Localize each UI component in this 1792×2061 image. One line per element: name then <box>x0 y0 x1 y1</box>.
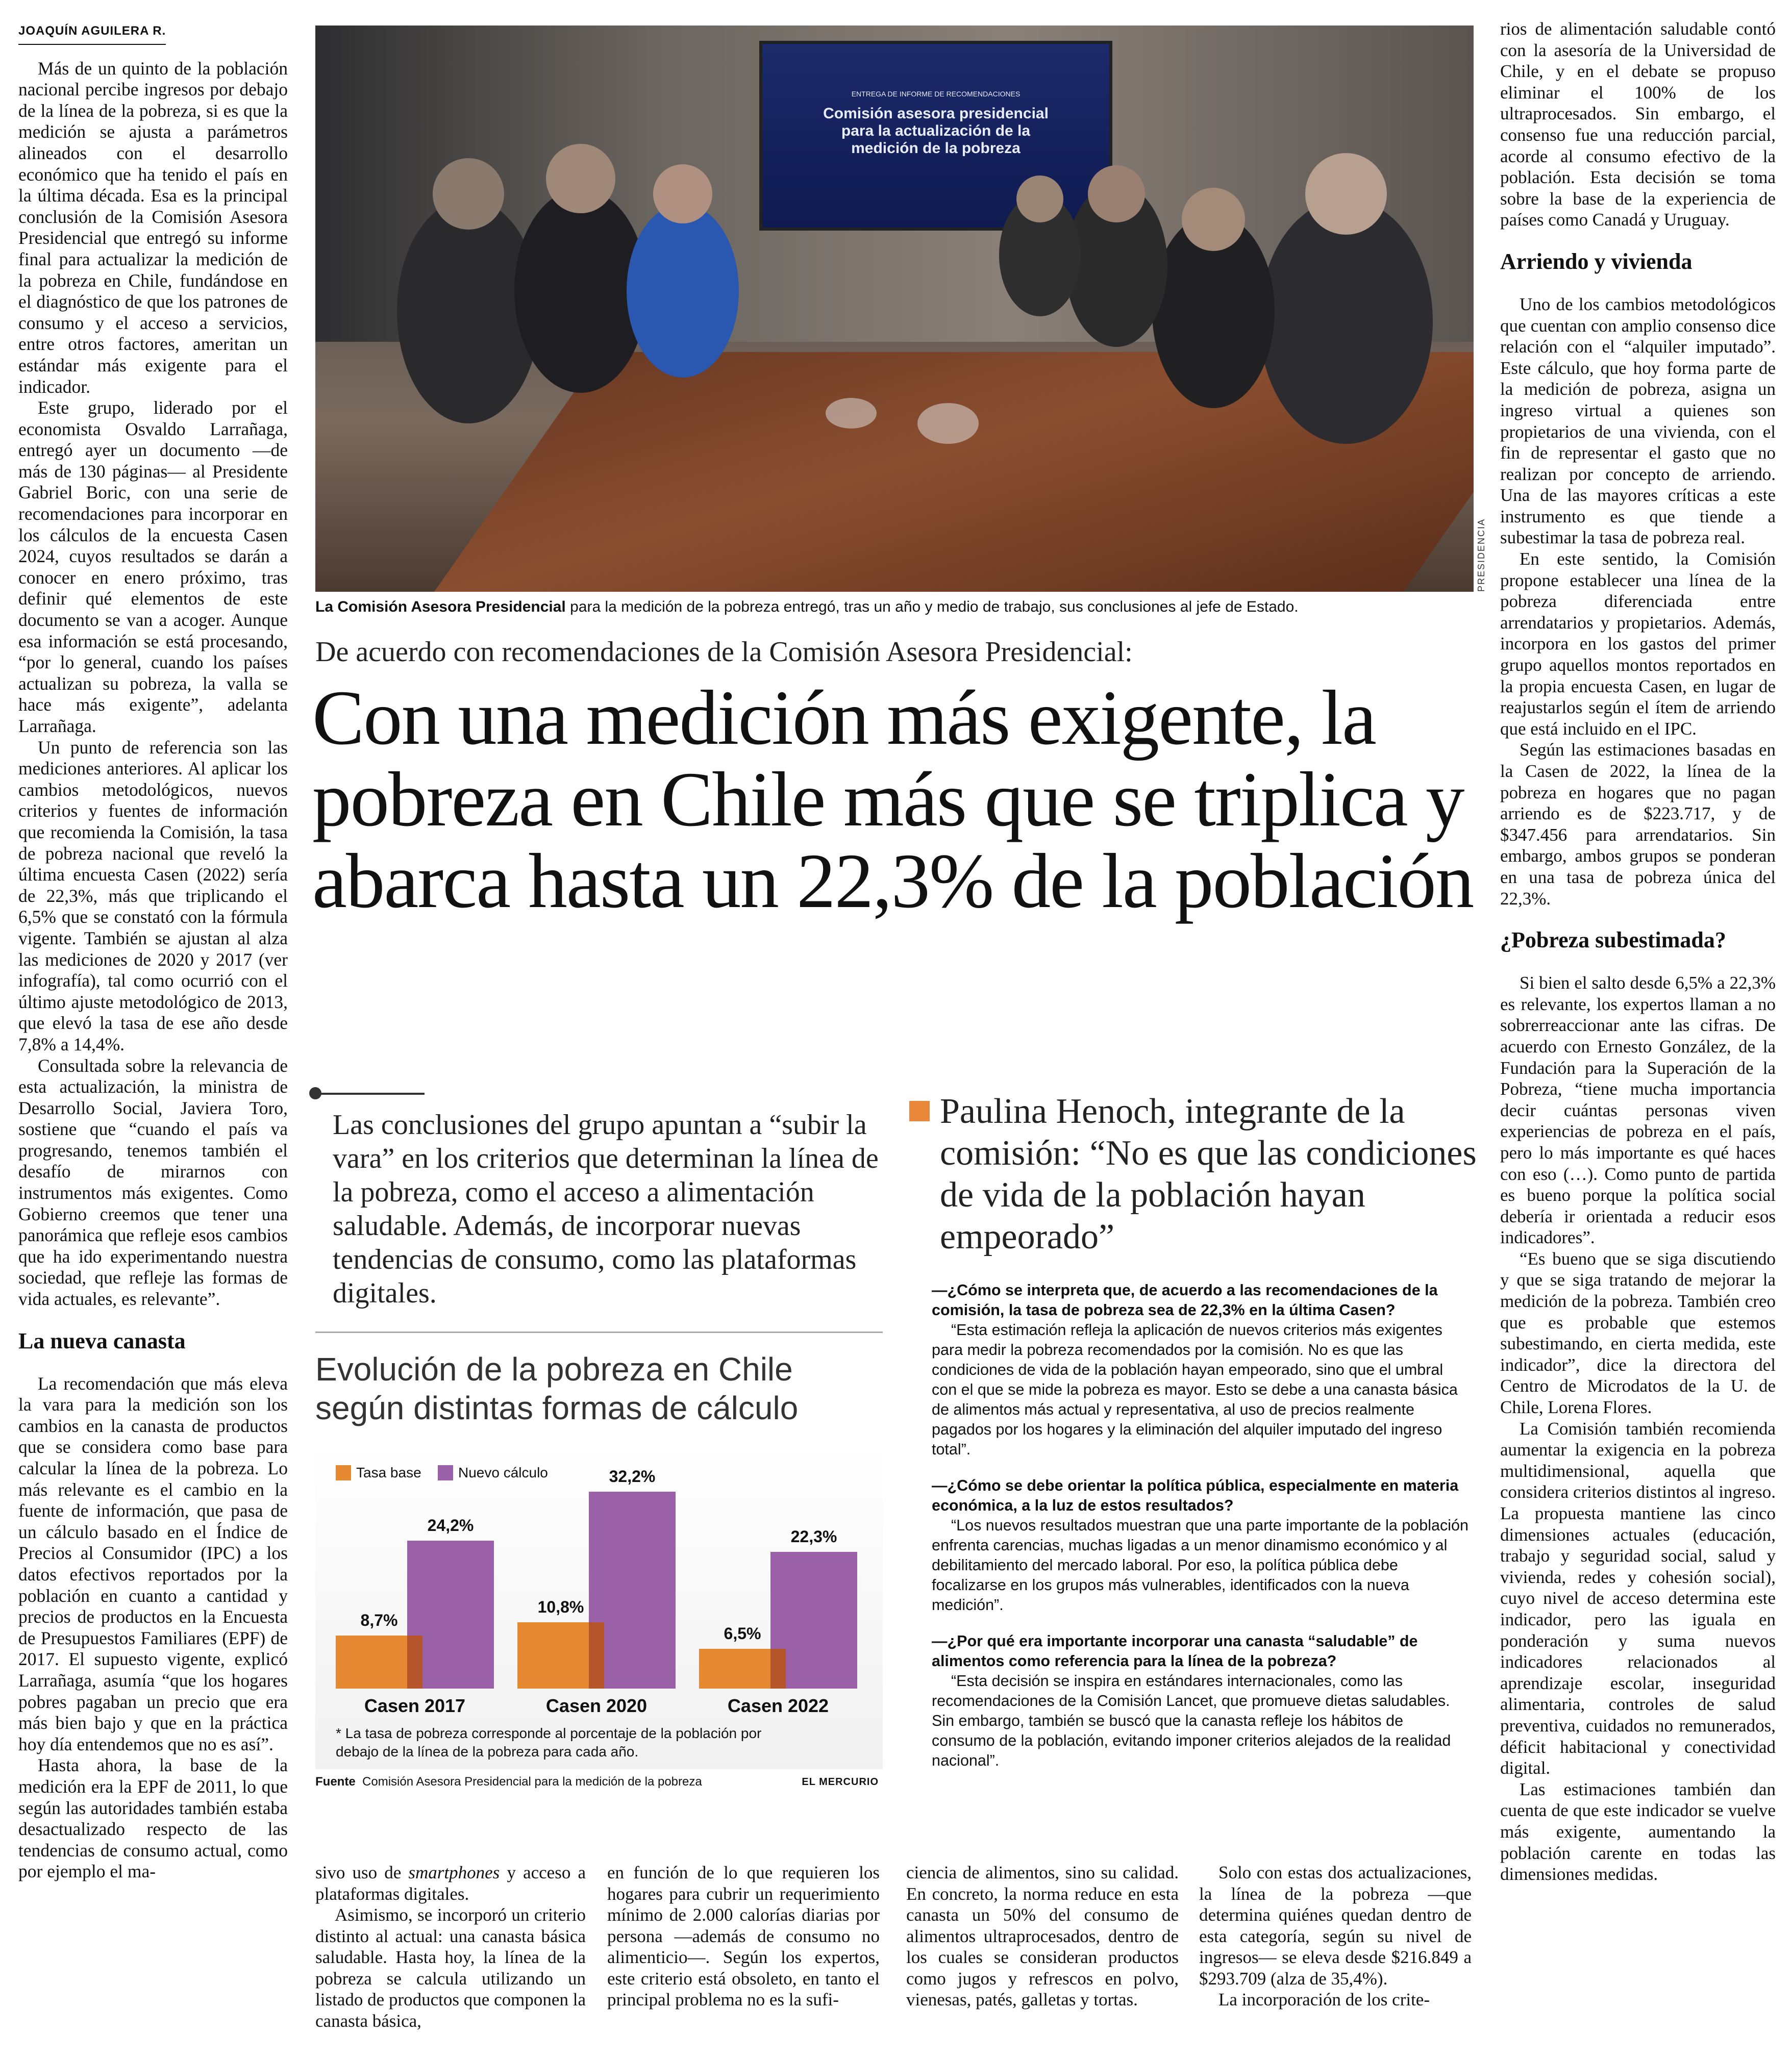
paragraph: En este sentido, la Comisión propone establecer una línea de la pobreza diferenciada entre arrendatarios y propietarios. Además, incorpora en los gastos del primer grupo aquellos montos reportados en la propia encuesta Casen, en lugar de reajustarlos según el ítem de arriendo que está incluido en el IPC. <box>1500 549 1776 739</box>
caption-bold: La Comisión Asesora Presidencial <box>315 598 566 615</box>
legend-swatch-base <box>336 1465 351 1480</box>
interview-question: —¿Cómo se interpreta que, de acuerdo a las recomendaciones de la comisión, la tasa de pobreza sea de 22,3% en la última Casen? <box>932 1281 1438 1319</box>
chart-title: Evolución de la pobreza en Chile según distintas formas de cálculo <box>315 1351 799 1426</box>
legend-label-nuevo: Nuevo cálculo <box>458 1465 548 1480</box>
meeting-photo <box>315 26 1474 592</box>
deck-rule <box>312 1093 425 1095</box>
deck: Las conclusiones del grupo apuntan a “subir la vara” en los criterios que determinan la línea de la pobreza, como el acceso a alimentación saludable. Además, de incorporar nuevas tendencias de consumo, como las plataformas digitales. <box>333 1109 879 1309</box>
bottom-column-2 <box>607 1862 880 2010</box>
screen-text: medición de la pobreza <box>851 140 1021 157</box>
interview-question: —¿Cómo se debe orientar la política pública, especialmente en materia económica, a la luz de estos resultados? <box>932 1477 1459 1514</box>
bar-label-nuevo: 32,2% <box>609 1467 656 1486</box>
interview-box <box>932 1280 1470 1787</box>
interview-answer: “Esta estimación refleja la aplicación de nuevos criterios más exigentes para medir la pobreza recomendados por la comisión. No es que las condiciones de vida de la población hayan empeorado, sino que el umbral con el que se mide la pobreza es mayor. Esto se debe a una canasta básica de alimentos más actual y representativa, al uso de precios realmente pagados por los hogares y la eliminación del alquiler imputado del ingreso total”. <box>932 1321 1458 1458</box>
category-label: Casen 2020 <box>545 1695 648 1716</box>
screen-text: para la actualización de la <box>841 122 1031 139</box>
byline: JOAQUÍN AGUILERA R. <box>18 20 166 45</box>
paragraph <box>315 1862 586 1904</box>
subheading: Arriendo y vivienda <box>1500 248 1693 274</box>
deck-bullet <box>309 1087 321 1099</box>
headline: Con una medición más exigente, la pobreza en Chile más que se triplica y abarca hasta un 22,3% de la población <box>312 675 1474 924</box>
legend-swatch-nuevo <box>438 1465 453 1480</box>
orange-square-icon <box>909 1101 930 1121</box>
text: sivo uso de <box>315 1863 409 1882</box>
right-column <box>1500 18 1776 1885</box>
subheading: La nueva canasta <box>18 1328 186 1353</box>
paragraph: rios de alimentación saludable contó con la asesoría de la Universidad de Chile, y en el debate se propuso eliminar el 100% de los ultraprocesados. Sin embargo, el consenso fue una reducción parcial, acorde al consumo efectivo de la población. Esta decisión se toma sobre la base de la experiencia de países como Canadá y Uruguay. <box>1500 19 1776 230</box>
bar-label-base: 10,8% <box>537 1598 584 1617</box>
interview-answer: “Los nuevos resultados muestran que una parte importante de la población enfrenta carencias, muchas ligadas a un menor dinamismo económico y al debilitamiento del mercado laboral. Por eso, la política pública debe focalizarse en los grupos más vulnerables, identificados con la nueva medición”. <box>932 1517 1469 1614</box>
brand: EL MERCURIO <box>802 1776 879 1788</box>
paragraph: Las estimaciones también dan cuenta de que este indicador se vuelve más exigente, aumentando la población carente en todas las dimensiones medidas. <box>1500 1779 1776 1884</box>
bar-label-nuevo: 24,2% <box>427 1516 474 1535</box>
paragraph: Este grupo, liderado por el economista Osvaldo Larrañaga, entregó ayer un documento —de más de 130 páginas— al Presidente Gabriel Boric, con una serie de recomendaciones para incorporar en los cálculos de la encuesta Casen 2024, cuyos resultados se darán a conocer en enero próximo, tras definir qué elementos de este documento se van a acoger. Aunque esa información se está procesando, “por lo general, cuando los países actualizan su pobreza, la valla se hace más exigente”, adelanta Larrañaga. <box>18 397 288 736</box>
bar-label-base: 8,7% <box>360 1611 398 1629</box>
left-column <box>18 18 288 1882</box>
separator <box>315 1331 883 1333</box>
interview-answer: “Esta decisión se inspira en estándares internacionales, como las recomendaciones de la Comisión Lancet, que promueve dietas saludables. Sin embargo, también se buscó que la canasta refleje los hábitos de consumo de la población, evitando imponer criterios alejados de la realidad nacional”. <box>932 1672 1451 1769</box>
paragraph: Uno de los cambios metodológicos que cuentan con amplio consenso dice relación con el “alquiler imputado”. Este cálculo, que hoy forma parte de la medición de pobreza, asigna un ingreso virtual a quienes son propietarios de una vivienda, con el fin de representar el gasto que no realizan por concepto de arriendo. Una de las mayores críticas a este instrumento es que tiende a subestimar la tasa de pobreza real. <box>1500 294 1776 548</box>
photo-credit: PRESIDENCIA <box>1476 518 1486 592</box>
source-text: Comisión Asesora Presidencial para la medición de la pobreza <box>362 1775 702 1789</box>
paragraph: La Comisión también recomienda aumentar la exigencia en la pobreza multidimensional, aquella que considera criterios distintos al ingreso. La propuesta mantiene las cinco dimensiones actuales (educación, trabajo y seguridad social, salud y vivienda, redes y cohesión social), cuyo nivel de acceso determina este indicador, pero las iguala en ponderación y suma nuevos indicadores relacionados al aprendizaje escolar, inseguridad alimentaria, controles de salud preventiva, cuidados no remunerados, déficit habitacional y conectividad digital. <box>1500 1418 1776 1778</box>
paragraph: Hasta ahora, la base de la medición era la EPF de 2011, lo que según las autoridades también estaba desactualizado respecto de las tendencias de consumo actual, como por ejemplo el ma- <box>18 1755 288 1882</box>
caption-text: para la medición de la pobreza entregó, tras un año y medio de trabajo, sus conclusiones al jefe de Estado. <box>565 598 1299 615</box>
legend-label-base: Tasa base <box>356 1465 421 1480</box>
paragraph: Si bien el salto desde 6,5% a 22,3% es relevante, los expertos llaman a no sobrerreaccionar ante las cifras. De acuerdo con Ernesto González, de la Fundación para la Superación de la Pobreza, “tiene mucha importancia decir cuántas personas viven experiencias de pobreza en el país, pero lo más importante es qué haces con eso (…). Como punto de partida es bueno porque la política social debería ir orientada a reducir esos indicadores”. <box>1500 973 1776 1248</box>
paragraph: La incorporación de los crite- <box>1218 1990 1430 2009</box>
bar-label-base: 6,5% <box>724 1624 761 1643</box>
bar-overlap <box>589 1622 604 1689</box>
paragraph: La recomendación que más eleva la vara para la medición son los cambios en la canasta de productos que se considera como base para calcular la línea de la pobreza. Lo más relevante es el cambio en la fuente de información, que pasa de un cálculo basado en el Índice de Precios al Consumidor (IPC) a los datos efectivos reportados por la población en cuanto a cantidad y precios de productos en la Encuesta de Presupuestos Familiares (EPF) de 2017. El supuesto vigente, explicó Larrañaga, asumía “que los hogares pobres pagaban un precio que era más bien bajo y que en la práctica hoy día entendemos que no es así”. <box>18 1373 288 1754</box>
paragraph: Solo con estas dos actualizaciones, la línea de la pobreza —que determina quiénes quedan dentro de esta categoría, según su nivel de ingresos— se eleva desde $216.849 a $293.709 (alza de 35,4%). <box>1199 1863 1472 1989</box>
subheading: ¿Pobreza subestimada? <box>1500 927 1726 953</box>
interview-headline: Paulina Henoch, integrante de la comisión: “No es que las condiciones de vida de la población hayan empeorado” <box>940 1092 1477 1256</box>
category-label: Casen 2022 <box>727 1695 829 1716</box>
bar-overlap <box>407 1636 422 1689</box>
source-label: Fuente <box>315 1775 356 1789</box>
text: y acceso a plataformas digitales. <box>315 1863 586 1904</box>
paragraph: ciencia de alimentos, sino su calidad. En concreto, la norma reduce en esta canasta un 50% del consumo de alimentos ultraprocesados, dentro de los cuales se consideran productos como jugos y refrescos en polvo, vienesas, patés, galletas y tortas. <box>906 1863 1179 2009</box>
paragraph: Según las estimaciones basadas en la Casen de 2022, la línea de la pobreza en hogares que no pagan arriendo es de $223.717, y de $347.456 para arrendatarios. Sin embargo, ambos grupos se ponderan en una tasa de pobreza única del 22,3%. <box>1500 740 1776 909</box>
paragraph: Consultada sobre la relevancia de esta actualización, la ministra de Desarrollo Social, Javiera Toro, sostiene que “cuando el país va progresando, tenemos también el desafío de mirarnos con instrumentos más exigentes. Como Gobierno creemos que tener una panorámica que refleje esos cambios que ha ido experimentando nuestra sociedad, que refleje las formas de vida actuales, es relevante”. <box>18 1055 288 1310</box>
bottom-column-1 <box>315 1862 586 2031</box>
chart-source <box>315 1774 883 1790</box>
photo-caption <box>315 598 1474 616</box>
bottom-column-3 <box>906 1862 1179 2010</box>
category-label: Casen 2017 <box>364 1695 466 1716</box>
paragraph: Asimismo, se incorporó un criterio distinto al actual: una canasta básica saludable. Hasta hoy, la línea de la pobreza se calcula utilizando un listado de productos que componen la canasta básica, <box>315 1905 586 2031</box>
text-italic: smartphones <box>408 1863 500 1882</box>
paragraph: “Es bueno que se siga discutiendo y que se siga tratando de mejorar la medición de la pobreza. También creo que es probable que estemos subestimando, en cierta medida, este indicador”, dice la directora del Centro de Microdatos de la U. de Chile, Lorena Flores. <box>1500 1248 1776 1418</box>
chart-area <box>315 1443 883 1769</box>
paragraph: en función de lo que requieren los hogares para cubrir un requerimiento mínimo de 2.000 calorías diarias por persona —además de consumo no alimenticio—. Según los expertos, este criterio está obsoleto, en tanto el principal problema no es la sufi- <box>607 1863 880 2009</box>
bottom-column-4 <box>1199 1862 1472 2010</box>
paragraph: Un punto de referencia son las mediciones anteriores. Al aplicar los cambios metodológicos, nuevos criterios y fuentes de información que recomienda la Comisión, la tasa de pobreza nacional que reveló la última encuesta Casen (2022) sería de 22,3%, más que triplicando el 6,5% que se constató con la fórmula vigente. También se ajustan al alza las mediciones de 2020 y 2017 (ver infografía), tal como ocurrió con el último ajuste metodológico de 2013, que elevó la tasa de ese año desde 7,8% a 14,4%. <box>18 737 288 1054</box>
kicker: De acuerdo con recomendaciones de la Comisión Asesora Presidencial: <box>315 636 1133 668</box>
screen-text: ENTREGA DE INFORME DE RECOMENDACIONES <box>851 90 1021 98</box>
bar-label-nuevo: 22,3% <box>790 1527 837 1546</box>
screen-text: Comisión asesora presidencial <box>823 105 1049 122</box>
chart-note: * La tasa de pobreza corresponde al porcentaje de la población por debajo de la línea de la pobreza para cada año. <box>336 1725 762 1760</box>
paragraph: Más de un quinto de la población nacional percibe ingresos por debajo de la línea de la pobreza, si es que la medición se ajusta a parámetros alineados con el desarrollo económico que ha tenido el país en la última década. Esa es la principal conclusión de la Comisión Asesora Presidencial que entregó su informe final para actualizar la medición de la pobreza en Chile, fundándose en el diagnóstico de que los patrones de consumo y el acceso a servicios, entre otros factores, ameritan un estándar más exigente para el indicador. <box>18 58 288 397</box>
people-silhouettes <box>315 26 1474 592</box>
bar-overlap <box>770 1649 786 1689</box>
interview-question: —¿Por qué era importante incorporar una canasta “saludable” de alimentos como referencia para la línea de la pobreza? <box>932 1632 1418 1670</box>
